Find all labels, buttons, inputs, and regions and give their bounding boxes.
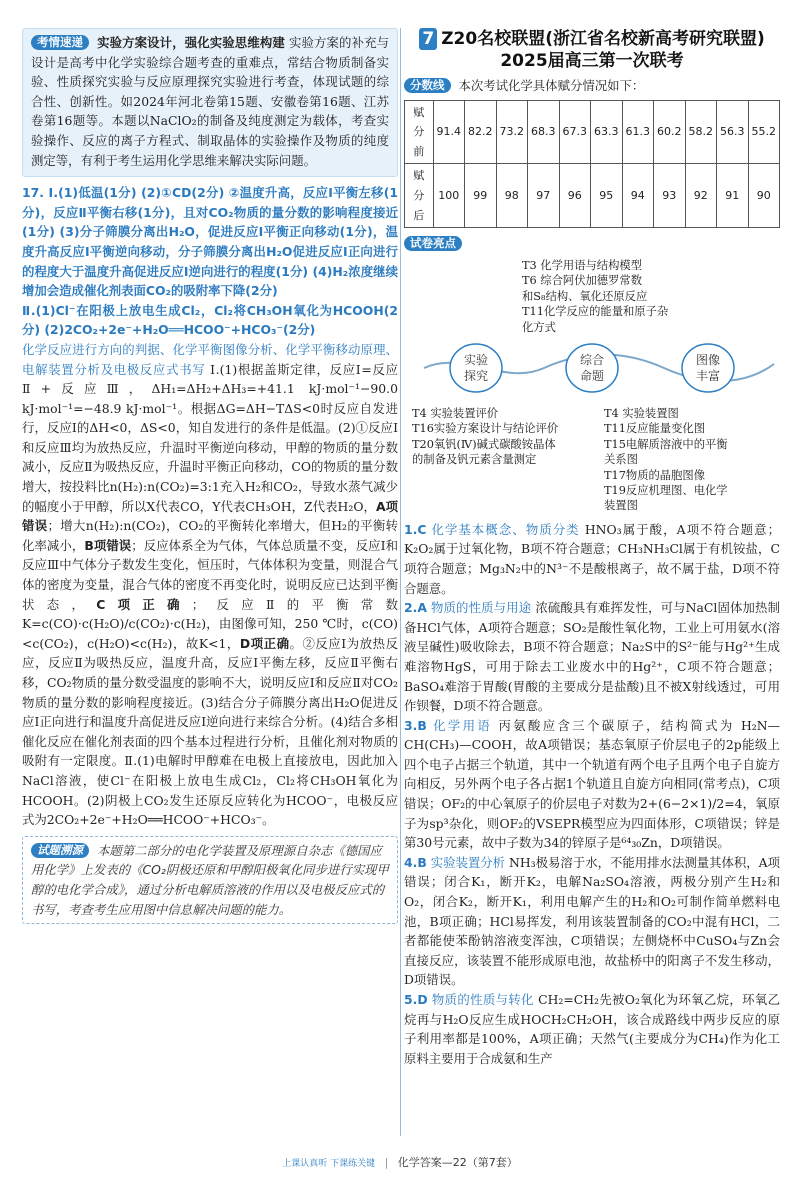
q17-answer-line2: Ⅱ.(1)Cl⁻在阳极上放电生成Cl₂，Cl₂将CH₃OH氧化为HCOOH(2分) (2)2CO₂+2e⁻+H₂O══HCOO⁻+HCO₃⁻(2分)	[22, 302, 398, 338]
item-text: 浓硫酸具有难挥发性，可与NaCl固体加热制备HCl气体，A项符合题意；SO₂是酸性氧化物，工业上可用氨水(溶液呈碱性)吸收除去，B项不符合题意；Na₂S中的S²⁻能与Hg²⁺生成难溶物HgS，可用于除去工业废水中的Hg²⁺，C项不符合题意；BaSO₄难溶于胃酸(胃酸的主要成分是盐酸)且不被X射线透过，可用作钡餐，D项不符合题意。	[404, 600, 780, 714]
paper-number: 7	[419, 28, 437, 50]
score-cell: 93	[654, 164, 686, 228]
paper-title	[404, 28, 780, 50]
map-node-label: 实验 探究	[463, 352, 488, 383]
highlight-tag: 试卷亮点	[404, 236, 462, 251]
map-right-2: T11反应能量变化图	[604, 422, 705, 436]
q17-body5: 。②反应Ⅰ为放热反应，反应Ⅱ为吸热反应，温度升高，反应Ⅰ平衡左移，反应Ⅱ平衡右移，CO₂物质的量分数受温度的影响不大，说明反应Ⅰ和反应Ⅱ对CO₂物质的量分数的影响程度接近。(3)结合分子筛膜分离出H₂O促进反应Ⅰ正向进行和温度升高促进反应Ⅰ逆向进行来综合分析。(4)结合多相催化反应在催化剂表面的四个基本过程进行分析，且催化剂对物质的吸附有一定限度。Ⅱ.(1)电解时甲醇难在电极上直接放电，因此加入NaCl溶液，使Cl⁻在阳极上放电生成Cl₂，Cl₂将CH₃OH氧化为HCOOH。(2)阴极上CO₂发生还原反应转化为HCOO⁻，电极反应式为2CO₂+2e⁻+H₂O══HCOO⁻+HCO₃⁻。	[22, 635, 398, 828]
score-cell: 97	[528, 164, 560, 228]
score-cell: 赋分后	[405, 164, 434, 228]
map-node-comprehensive	[570, 352, 614, 384]
score-cell: 90	[748, 164, 780, 228]
paper-subtitle: 2025届高三第一次联考	[500, 51, 684, 71]
q17-body2: ；增大n(H₂):n(CO₂)，CO₂的平衡转化率增大，但H₂的平衡转化率减小，	[22, 518, 399, 553]
score-cell: 68.3	[528, 100, 560, 164]
score-table	[404, 100, 780, 229]
map-top-5: 化方式	[522, 320, 556, 334]
q17-option-a: A项错误	[22, 498, 398, 534]
score-section	[404, 76, 780, 96]
left-column	[22, 28, 398, 924]
score-cell: 61.3	[622, 100, 654, 164]
map-node-label: 综合 命题	[579, 352, 604, 383]
map-left-2: T16实验方案设计与结论评价	[412, 422, 559, 436]
map-right-6: T19反应机理图、电化学	[604, 484, 728, 498]
q17-body4: ；反应Ⅱ的平衡常数K=c(CO)·c(H₂O)/c(CO₂)·c(H₂)，由图像可知，250 ℃时，c(CO)<c(CO₂)，c(H₂O)<c(H₂)，故K<1，	[22, 596, 399, 651]
answer-item-4	[404, 853, 780, 990]
map-top-2: T6 综合阿伏加德罗常数	[522, 274, 642, 288]
item-number: 5.D	[404, 992, 428, 1007]
map-right-5: T17物质的晶胞图像	[604, 468, 705, 482]
score-cell: 60.2	[654, 100, 686, 164]
exam-trend-tag: 考情速递	[31, 35, 89, 50]
score-cell: 94	[622, 164, 654, 228]
score-cell: 91	[717, 164, 749, 228]
q17-body3: ；反应体系全为气体，气体总质量不变，反应Ⅰ和反应Ⅲ中气体分子数发生变化，恒压时，气体体积为变量，则混合气体的密度为变量，混合气体的密度不再变化时，说明反应已达到平衡状态，	[22, 537, 398, 612]
item-text: HNO₃属于酸，A项不符合题意；K₂O₂属于过氧化物，B项不符合题意；CH₃NH₃Cl属于有机铵盐，C项符合题意；Mg₃N₂中的N³⁻不是酸根离子，故不属于盐，D项不符合题意。	[404, 521, 780, 596]
map-right-1: T4 实验装置图	[604, 406, 679, 420]
answer-item-5	[404, 990, 780, 1068]
highlight-map	[404, 258, 780, 498]
q17-answer-2	[22, 301, 398, 340]
footer-logo: 上课认真听 下课练关键	[282, 1159, 376, 1170]
score-cell: 96	[559, 164, 591, 228]
q17-body: Ⅰ.(1)根据盖斯定律，反应Ⅰ=反应Ⅱ+反应Ⅲ，ΔH₁=ΔH₂+ΔH₃=+41.1 kJ·mol⁻¹−90.0 kJ·mol⁻¹=−48.9 kJ·mol⁻¹。根据ΔG=ΔH−TΔS<0时反应自发进行，反应Ⅰ的ΔH<0，ΔS<0，知自发进行的条件是低温。(2)①反应Ⅰ和反应Ⅲ均为放热反应，升温时平衡逆向移动，甲醇的物质的量分数减小，反应Ⅱ为吸热反应，升温时平衡正向移动，CO的物质的量分数增大，按投料比n(H₂):n(CO₂)=3:1充入H₂和CO₂，导致水蒸气减少的幅度小于甲醇，所以X代表CO，Y代表CH₃OH，Z代表H₂O，	[22, 361, 398, 514]
map-left-3: T20氧钒(Ⅳ)碱式碳酸铵晶体	[412, 437, 556, 451]
trace-box	[22, 836, 398, 924]
score-cell: 58.2	[685, 100, 717, 164]
item-keyword: 物质的性质与转化	[431, 992, 534, 1007]
score-cell: 99	[465, 164, 497, 228]
score-cell: 63.3	[591, 100, 623, 164]
map-node-experiment	[454, 352, 498, 384]
q17-option-b: B项错误	[84, 537, 132, 553]
item-keyword: 物质的性质与用途	[431, 600, 532, 616]
score-cell: 73.2	[496, 100, 528, 164]
item-text: 丙氨酸应含三个碳原子，结构简式为 H₂N—CH(CH₃)—COOH，故A项错误；基态氧原子价层电子的2p能级上四个电子占据三个轨道，其中一个轨道有两个电子且两个电子自旋方向相反，另外两个电子各占据1个轨道且自旋方向相同(常考点)，C项错误；OF₂的中心氧原子的价层电子对数为2+(6−2×1)/2=4，氧原子为sp³杂化，则OF₂的VSEPR模型应为四面体形，C项错误；锌是第30号元素，故中子数为34的锌原子是⁶⁴₃₀Zn，D项错误。	[404, 717, 780, 851]
item-number: 2.A	[404, 600, 427, 616]
item-number: 1.C	[404, 521, 427, 537]
exam-trend-box	[22, 28, 398, 177]
highlight-section	[404, 234, 780, 254]
column-divider	[400, 28, 401, 1136]
page-footer: 上课认真听 下课练关键 | 化学答案—22（第7套）	[282, 1156, 518, 1170]
score-cell: 82.2	[465, 100, 497, 164]
trace-text: 本题第二部分的电化学装置及原理源自杂志《德国应用化学》上发表的《CO₂阴极还原和甲醇阳极氧化同步进行实现甲醇的电化学合成》，通过分析电解质溶液的作用以及电极反应式的书写，考查考生应用图中信息解决问题的能力。	[31, 842, 389, 917]
item-number: 4.B	[404, 854, 427, 870]
score-cell: 95	[591, 164, 623, 228]
map-top-3: 和S₈结构、氧化还原反应	[522, 289, 648, 303]
score-row-before	[405, 100, 780, 164]
q17-option-c: C项正确	[96, 596, 192, 612]
map-node-label: 图像 丰富	[695, 352, 720, 383]
score-cell: 100	[433, 164, 465, 228]
answer-item-1	[404, 520, 780, 598]
map-right-7: 装置图	[604, 498, 638, 512]
score-cell: 67.3	[559, 100, 591, 164]
answer-item-3	[404, 716, 780, 853]
paper-title-line1: Z20名校联盟(浙江省名校新高考研究联盟)	[441, 29, 765, 49]
q17-explanation	[22, 340, 398, 830]
score-cell: 56.3	[717, 100, 749, 164]
score-cell: 92	[685, 164, 717, 228]
score-intro: 本次考试化学具体赋分情况如下：	[458, 78, 645, 93]
score-tag: 分数线	[404, 78, 451, 93]
score-row-after	[405, 164, 780, 228]
item-keyword: 实验装置分析	[430, 854, 506, 870]
footer-page-label: 化学答案—22（第7套）	[397, 1156, 518, 1170]
q17-answer-line1: 17. Ⅰ.(1)低温(1分) (2)①CD(2分) ②温度升高，反应Ⅰ平衡左移(1分)，反应Ⅱ平衡右移(1分)，且对CO₂物质的量分数的影响程度接近(1分) (3)分子筛膜分离出H₂O，促进反应Ⅰ平衡正向移动(1分)，温度升高反应Ⅰ平衡逆向移动，分子筛膜分离出H₂O促进反应Ⅰ正向进行的程度大于温度升高促进反应Ⅰ逆向进行的程度(1分) (4)H₂浓度继续增加会造成催化剂表面CO₂的吸附率下降(2分)	[22, 185, 398, 299]
map-right-3: T15电解质溶液中的平衡	[604, 437, 728, 451]
map-top-4: T11化学反应的能量和原子杂	[522, 305, 669, 319]
item-number: 3.B	[404, 717, 427, 733]
map-right-tail	[404, 498, 780, 514]
item-keyword: 化学基本概念、物质分类	[431, 521, 580, 537]
map-left-4: 的制备及钒元素含量测定	[412, 453, 537, 467]
map-node-images	[686, 352, 730, 384]
exam-trend-heading: 实验方案设计，强化实验思维构建	[97, 35, 285, 50]
score-cell: 98	[496, 164, 528, 228]
item-text: NH₃极易溶于水，不能用排水法测量其体积，A项错误；闭合K₁，断开K₂，电解Na₂SO₄溶液，两极分别产生H₂和O₂，闭合K₂，断开K₁，利用电解产生的H₂和O₂可制作简单燃料电池，B项正确；HCl易挥发，利用该装置制备的CO₂中混有HCl，二者都能使苯酚钠溶液变浑浊，C项错误；左侧烧杯中CuSO₄与Zn会直接反应，该装置不能形成原电池，故盐桥中的阳离子不发生移动，D项错误。	[404, 854, 781, 988]
score-cell: 赋分前	[405, 100, 434, 164]
score-cell: 91.4	[433, 100, 465, 164]
item-text: CH₂=CH₂先被O₂氧化为环氧乙烷，环氧乙烷再与H₂O反应生成HOCH₂CH₂OH，该合成路线中两步反应的原子利用率都是100%，A项正确；天然气(主要成分为CH₄)作为化工原料主要用于合成氨和生产	[404, 992, 780, 1066]
map-top-1: T3 化学用语与结构模型	[522, 258, 642, 272]
answer-item-2	[404, 598, 780, 716]
item-keyword: 化学用语	[433, 717, 493, 733]
trace-tag: 试题溯源	[31, 843, 89, 858]
map-right-4: 关系图	[604, 453, 638, 467]
exam-trend-text: 实验方案的补充与设计是高考中化学实验综合题考查的重难点，常结合物质制备实验、性质探究实验与反应原理探究实验进行考查，体现试题的综合性、创新性。如2024年河北卷第15题、安徽卷第16题、江苏卷第16题等。本题以NaClO₂的制备及纯度测定为载体，考查实验操作、反应的离子方程式、制取晶体的实验操作及物质的纯度测定等，有利于考生运用化学思维来解决实际问题。	[31, 35, 390, 168]
map-left-1: T4 实验装置评价	[412, 406, 499, 420]
q17-option-d: D项正确	[239, 635, 290, 651]
right-column	[404, 28, 780, 1068]
score-cell: 55.2	[748, 100, 780, 164]
q17-answer	[22, 183, 398, 301]
q17-keywords: 化学反应进行方向的判据、化学平衡图像分析、化学平衡移动原理、电解装置分析及电极反应式书写	[22, 341, 398, 377]
